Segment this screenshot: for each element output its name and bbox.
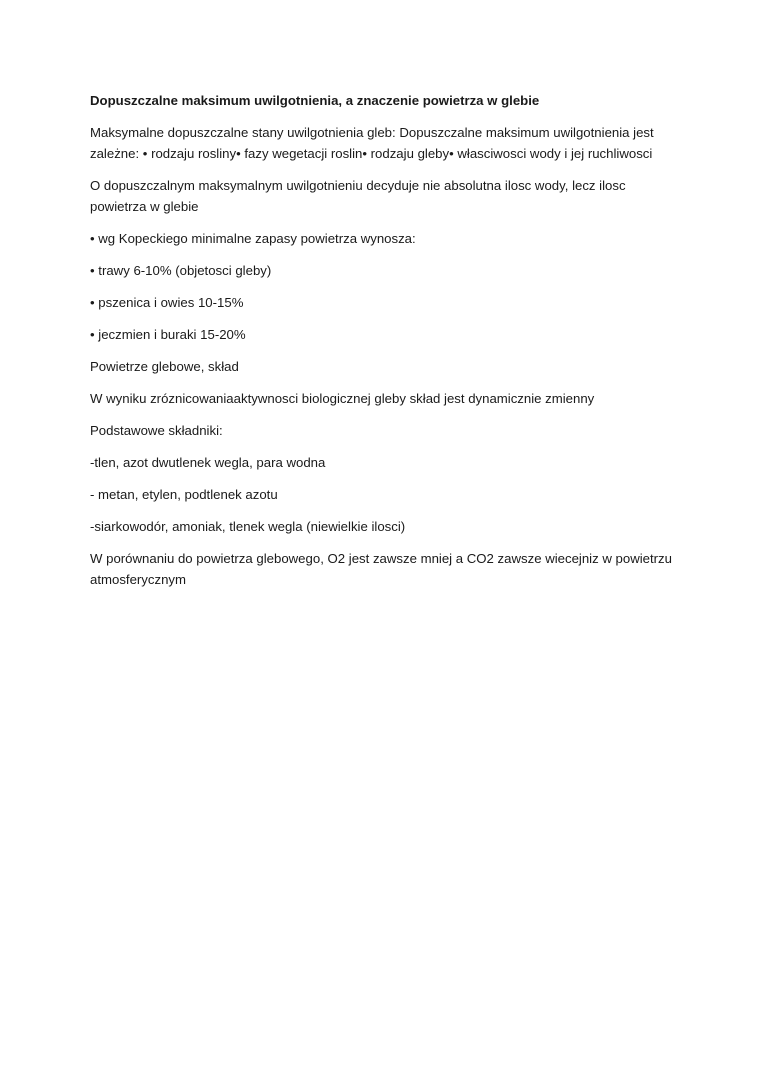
- document-title: Dopuszczalne maksimum uwilgotnienia, a znaczenie powietrza w glebie: [90, 93, 540, 108]
- paragraph-components-heading: Podstawowe składniki:: [90, 423, 223, 438]
- paragraph-components-secondary: - metan, etylen, podtlenek azotu: [90, 487, 278, 502]
- paragraph-components-main: -tlen, azot dwutlenek wegla, para wodna: [90, 455, 326, 470]
- paragraph-soil-air-heading: Powietrze glebowe, skład: [90, 359, 239, 374]
- paragraph-components-trace: -siarkowodór, amoniak, tlenek wegla (niewielkie ilosci): [90, 519, 406, 534]
- paragraph-grasses: • trawy 6-10% (objetosci gleby): [90, 263, 272, 278]
- paragraph-barley-beets: • jeczmien i buraki 15-20%: [90, 327, 246, 342]
- paragraph-air-decides: O dopuszczalnym maksymalnym uwilgotnieniu decyduje nie absolutna ilosc wody, lecz ilosc powietrza w glebie: [90, 178, 626, 214]
- paragraph-comparison: W porównaniu do powietrza glebowego, O2 jest zawsze mniej a CO2 zawsze wiecejniz w powietrzu atmosferycznym: [90, 551, 672, 587]
- paragraph-wheat-oats: • pszenica i owies 10-15%: [90, 295, 244, 310]
- paragraph-moisture-limits: Maksymalne dopuszczalne stany uwilgotnienia gleb: Dopuszczalne maksimum uwilgotnienia jest zależne: • rodzaju rosliny• fazy wegetacji roslin• rodzaju gleby• własciwosci wody i jej ruchliwosci: [90, 125, 654, 161]
- paragraph-dynamic-composition: W wyniku zróznicowaniaaktywnosci biologicznej gleby skład jest dynamicznie zmienny: [90, 391, 595, 406]
- paragraph-kopecki: • wg Kopeckiego minimalne zapasy powietrza wynosza:: [90, 231, 416, 246]
- document-body: [90, 90, 680, 601]
